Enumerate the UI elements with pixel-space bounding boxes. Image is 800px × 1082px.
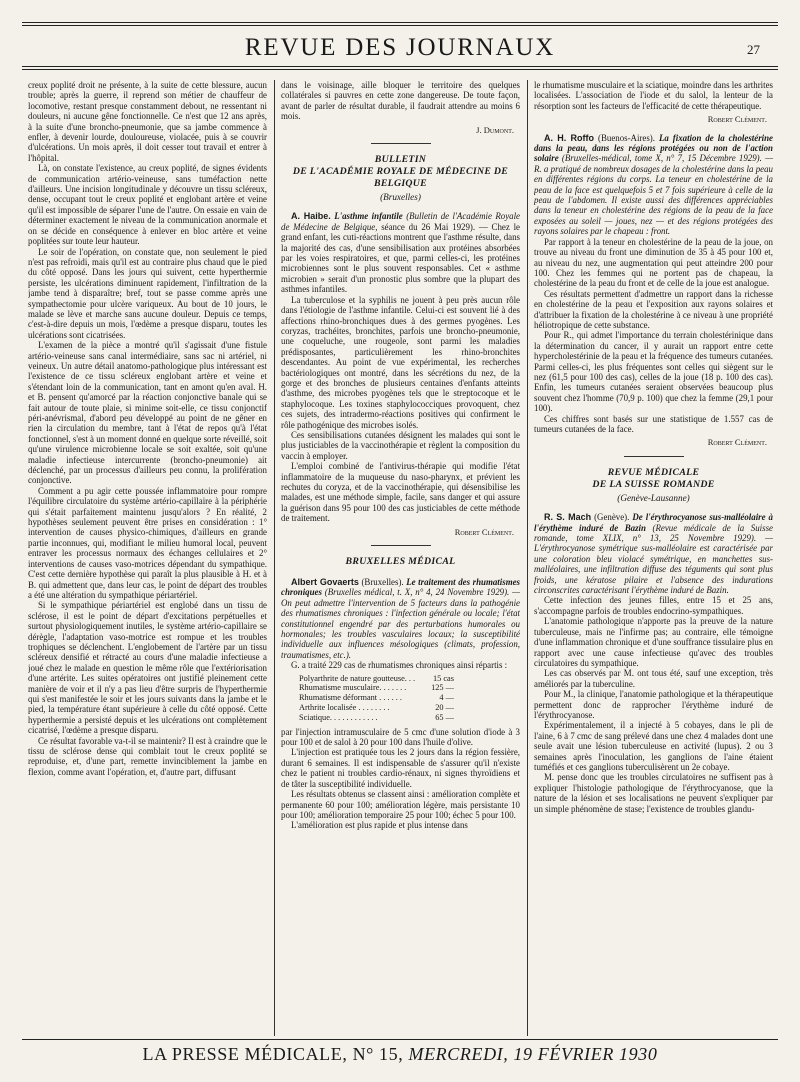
- paragraph: par l'injection intramusculaire de 5 cmc d'une solution d'iode à 3 pour 100 et de salol à 20 pour 100 dans l'huile d'olive.: [281, 726, 520, 748]
- article-text: séance du 26 Mai 1929). — Chez le grand enfant, les cuti-réactions montrent que l'asthme résulte, dans la majorité des cas, d'une sensibilisation aux protéines absorbées par les voies respiratoires, et que, parmi celles-ci, les protéines microbiennes sont le plus souvent responsables. Cet « asthme microbien » serait d'un pronostic plus sombre que la plupart des asthmes infantiles.: [281, 221, 520, 295]
- article-author: A. H. Roffo: [544, 132, 595, 143]
- paragraph: Expérimentalement, il a injecté à 5 cobayes, dans le pli de l'aine, 6 à 7 cmc de sang prélevé dans une chez 4 malades dont une seule avait une lésion tuberculeuse en activité (lupus). 2 ou 3 semaines après l'inoculation, les ganglions de l'aine étaient tuméfiés et ces ganglions tuberculisèrent un 2e cobaye.: [534, 720, 773, 772]
- paragraph: Là, on constate l'existence, au creux poplité, de signes évidents de communication artério-veineuse, sans tuméfaction nette d'ailleurs. Une incision longitudinale y découvre un tissu scléreux, dense, occupant tout le creux poplité et englobant artère et veine qu'il est impossible de séparer l'une de l'autre. On essaie en vain de déterminer exactement le niveau de la communication anormale et on se décide en conséquence à enlever en bloc artère et veine poplitées sur toute leur hauteur.: [28, 163, 267, 247]
- paragraph: Comment a pu agir cette poussée inflammatoire pour rompre l'équilibre circulatoire du système artério-capillaire à la périphérie qui s'était parfaitement maintenu jusqu'alors ? En réalité, 2 hypothèses seulement peuvent être prises en considération : 1° intervention de causes physico-chimiques, d'ailleurs en grande partie inconnues, qui, modifiant le milieu humoral local, peuvent entraver les processus normaux des échanges cellulaires et 2° interventions de causes vaso-motrices dépendant du sympathique. C'est cette dernière hypothèse qui paraît la plus plausible à H. et à B. qui admettent que, dans leur cas, le point de départ des troubles a été une altération du sympathique périartériel.: [28, 485, 267, 600]
- section-title-revue-medicale: REVUE MÉDICALE: [607, 466, 700, 478]
- cases-table: [299, 674, 458, 723]
- paragraph: Cette infection des jeunes filles, entre 15 et 25 ans, s'accompagne parfois de troubles endocrino-sympathiques.: [534, 595, 773, 616]
- paragraph: L'emploi combiné de l'antivirus-thérapie qui modifie l'état inflammatoire de la muqueuse du naso-pharynx, et prévient les rechutes du coryza, et de la vaccinothérapie, qui désensibilise les malades, est une méthode simple, facile, sans danger et qui assure la guérison dans 95 pour 100 des cas justiciables de cette méthode de traitement.: [281, 461, 520, 524]
- section-city: (Genève-Lausanne): [617, 492, 690, 503]
- paragraph: La tuberculose et la syphilis ne jouent à peu près aucun rôle dans l'étiologie de l'asthme infantile. Celui-ci est souvent lié à des affections rhino-bronchiques dues à des germes pyogènes. Les coryzas, trachéites, bronchites, parfois une broncho-pneumonie, une coqueluche, une rougeole, sont parmi les maladies prédisposantes, particulièrement les rhino-bronchites descendantes. Au point de vue expérimental, les recherches bactériologiques ont montré, dans les sécrétions du nez, de la gorge et des bronches de plusieurs centaines d'enfants atteints d'asthme, des microbes pyogènes tels que le streptocoque et le staphylocoque. Les toxines staphylococciques provoquent, chez ces sujets, des intradermo-réactions positives qui confirment le rôle pathogénique des microbes isolés.: [281, 294, 520, 430]
- paragraph: Ces chiffres sont basés sur une statistique de 1.557 cas de tumeurs cutanées de la face.: [534, 413, 773, 434]
- paragraph: dans le voisinage, aille bloquer le territoire des quelques collatérales si pauvres en cette zone dangereuse. De toute façon, avant de parler de résultat durable, il faudrait attendre au moins 6 mois.: [281, 80, 520, 122]
- table-row: [299, 713, 458, 723]
- article-mach: [534, 512, 773, 595]
- article-title: L'asthme infantile: [334, 211, 403, 222]
- footer-journal: LA PRESSE MÉDICALE, N° 15,: [142, 1044, 404, 1064]
- table-cell-label: Polyarthrite de nature goutteuse. . .: [299, 673, 416, 683]
- running-header-title: REVUE DES JOURNAUX: [244, 34, 556, 61]
- article-city: (Genève).: [591, 512, 633, 523]
- header-rule-top-2: [22, 25, 778, 26]
- article-title: La fixation de la cholestérine dans la peau, dans les régions protégées ou non de l'action solaire: [534, 132, 773, 164]
- article-city: (Bruxelles).: [358, 577, 407, 588]
- paragraph: G. a traité 229 cas de rhumatismes chroniques ainsi répartis :: [291, 660, 508, 671]
- signature: J. Dumont.: [476, 124, 514, 135]
- article-haibe: [281, 211, 520, 294]
- header-rule-top: [22, 22, 778, 23]
- article-author: Albert Govaerts: [291, 577, 359, 588]
- paragraph: creux poplité droit ne présente, à la suite de cette blessure, aucun trouble; après la guerre, il reprend son métier de chauffeur de locomotive, restant presque constamment debout, ne ressentant ni douleurs, ni aucune gêne fonctionnelle. Ce n'est que 12 ans après, à la suite d'une broncho-pneumonie, que sa jambe commence à enfler, à devenir lourde, douloureuse, violacée, puis à se couvrir d'ulcérations. Un mois après, il doit cesser tout travail et entrer à l'hôpital.: [28, 80, 267, 163]
- paragraph: L'amélioration est plus rapide et plus intense dans: [291, 820, 468, 831]
- article-govaerts: [281, 577, 520, 660]
- article-reference: (Bruxelles-médical, tome X, n° 7, 15 Décembre 1929). — R. a pratiqué de nombreux dosages de la cholestérine dans la peau en différentes régions du corps. La teneur en cholestérine de la peau de la face est quelquefois 5 et 7 fois supérieure à celle de la peau de l'abdomen. Il existe aussi des différences appréciables dans la teneur en cholestérine des régions de la peau de la face exposées au soleil — joues, nez — et des régions protégées des rayons solaires par le chapeau : front.: [534, 153, 773, 237]
- table-row: [299, 683, 458, 693]
- paragraph: Le soir de l'opération, on constate que, non seulement le pied n'est pas refroidi, mais qu'il est au contraire plus chaud que le pied du côté opposé. Dans les jours qui suivent, cette hyperthermie persiste, les ulcérations diminuent rapidement, l'infiltration de la jambe tend à disparaître; bref, tout se passe comme après une sympathectomie pour ulcère variqueux. Au bout de 10 jours, le malade se lève et marche sans aucune douleur. Depuis ce temps, c'est-à-dire depuis un mois, l'œdème a presque disparu, toutes les ulcérations sont cicatrisées.: [28, 246, 267, 340]
- table-cell-value: 20 —: [435, 703, 454, 713]
- paragraph: Si le sympathique périartériel est englobé dans un tissu de sclérose, il est le point de départ d'excitations perpétuelles et surtout physiologiquement inutiles, le système artério-capillaire se dérègle, l'adaptation vaso-motrice est rompue et les troubles trophiques se déclenchent. L'englobement de l'artère par un tissu scléreux densifié et rétracté au cours d'une maladie infectieuse a joué chez le malade en question le même rôle que l'extériorisation d'une artérite. Les suites opératoires ont justifié pleinement cette manière de voir et il n'y a pas lieu d'être surpris de l'hyperthermie qui s'est manifestée le soir et les jours suivants dans la jambe et le pied, la température étant supérieure à celle du côté opposé. Cette hyperthermie a persisté depuis et les ulcérations ont complètement cicatrisé, l'œdème a presque disparu.: [28, 600, 267, 736]
- footer-rule: [22, 1039, 778, 1040]
- paragraph: Les cas observés par M. ont tous été, sauf une exception, très améliorés par la tuberculine.: [534, 668, 773, 689]
- article-author: R. S. Mach: [544, 512, 592, 523]
- signature: Robert Clément.: [707, 437, 767, 448]
- article-title: De l'érythrocyanose sus-malléolaire à l'érythème induré de Bazin: [534, 512, 773, 533]
- table-cell-label: Rhumatisme déformant . . . . . .: [299, 693, 403, 703]
- paragraph: M. pense donc que les troubles circulatoires ne suffisent pas à expliquer l'histologie pathologique de l'érythrocyanose, que la nature de la lésion et ses localisations ne peuvent s'expliquer par un simple phénomène de stase; l'existence de troubles glandu-: [534, 772, 773, 814]
- article-reference: (Bulletin de l'Académie Royale de Médecine de Belgique,: [281, 211, 520, 232]
- table-row: [299, 674, 458, 684]
- paragraph: Par rapport à la teneur en cholestérine de la peau de la joue, on trouve au niveau du front une diminution de 35 à 45 pour 100 et, au niveau du nez, une augmentation qui peut atteindre 200 pour 100. Chez les femmes qui ne portent pas de chapeau, la cholestérine de la peau du front et de celle de la joue est analogue.: [534, 236, 773, 289]
- section-city: (Bruxelles): [380, 192, 421, 203]
- paragraph: L'injection est pratiquée tous les 2 jours dans la région fessière, durant 6 semaines. Il est indispensable de s'assurer qu'il n'existe chez le patient ni troubles cardio-rénaux, ni signes thyroïdiens et de tâter la susceptibilité individuelle.: [281, 747, 520, 789]
- table-cell-label: Arthrite localisée . . . . . . . .: [299, 703, 390, 713]
- table-row: [299, 693, 458, 703]
- paragraph: Ces sensibilisations cutanées désignent les malades qui sont le plus justiciables de la vaccinothérapie et règlent la composition du vaccin à employer.: [281, 429, 520, 461]
- paragraph: L'examen de la pièce a montré qu'il s'agissait d'une fistule artério-veineuse sans canal intermédiaire, sans sac ni artériel, ni veineux. Un autre détail anatomo-pathologique plus intéressant est l'existence de ce tissu scléreux englobant artère et veine et s'étendant loin de la communication, tant en amont qu'en aval. H. et B. pensent qu'amorcé par la réaction conjonctive banale qui se fait autour de toute plaie, si minime soit-elle, ce tissu conjonctif péri-anévrismal, d'abord peu développé au point de ne gêner en rien la circulation du membre, tant à l'état de repos qu'à l'état fonctionnel, s'est à un moment donné en quelque sorte réveillé, soit qu'une virulence microbienne locale se soit exaltée, soit qu'une maladie infectieuse intercurrente (broncho-pneumonie) ait déclenché, par un processus d'ailleurs peu connu, la prolifération conjonctive.: [28, 340, 267, 486]
- paragraph: Pour R., qui admet l'importance du terrain cholestérinique dans la détermination du cancer, il y aurait un rapport entre cette hypercholestérinie de la peau et la fréquence des tumeurs cutanées. Parmi celles-ci, les plus fréquentes sont celles qui siègent sur le nez (61,5 pour 100 des cas), celles de la joue (18 p. 100 des cas). Enfin, les tumeurs cutanées seraient observées beaucoup plus souvent chez l'homme (70,9 p. 100) que chez la femme (29,1 pour 100).: [534, 330, 773, 414]
- header-rule-bottom: [22, 66, 778, 67]
- section-title-suisse-romande: DE LA SUISSE ROMANDE: [592, 478, 715, 490]
- article-reference: (Bruxelles médical, t. X, n° 4, 24 Novembre 1929). — On peut admettre l'intervention de 5 facteurs dans la pathogénie des rhumatismes chroniques : l'infection générale ou locale; l'état constitutionnel engendré par des perturbations humorales ou hormonales; les troubles vasculaires locaux; la susceptibilité individuelle aux influences mésologiques (climats, profession, traumatismes, etc.).: [281, 587, 520, 660]
- signature: Robert Clément.: [707, 114, 767, 125]
- table-cell-label: Rhumatisme musculaire. . . . . . .: [299, 683, 407, 693]
- section-divider: [624, 456, 684, 457]
- paragraph: Les résultats obtenus se classent ainsi : amélioration complète et permanente 60 pour 100; amélioration légère, mais persistante 10 pour 100; amélioration temporaire 25 pour 100; échec 5 pour 100.: [281, 789, 520, 820]
- column-2: [281, 80, 520, 1036]
- table-cell-value: 4 —: [439, 693, 454, 703]
- column-separator-2: [527, 80, 528, 1036]
- paragraph: L'anatomie pathologique n'apporte pas la preuve de la nature tuberculeuse, mais ne l'infirme pas; au contraire, elle témoigne d'une inflammation chronique et d'une souffrance tissulaire plus en rapport avec une cause infectieuse qu'avec des troubles circulatoires du sympathique.: [534, 616, 773, 668]
- section-divider: [371, 545, 431, 546]
- paragraph: Ces résultats permettent d'admettre un rapport dans la richesse en cholestérine de la peau et l'exposition aux rayons solaires et d'attribuer la fixation de la cholestérine à ce niveau à une propriété héliotropique de cette substance.: [534, 288, 773, 330]
- column-3: [534, 80, 773, 1036]
- paragraph: Ce résultat favorable va-t-il se maintenir? Il est à craindre que le tissu de sclérose dense qui comblait tout le creux poplité se reproduise, et, d'une part, remette invinciblement la jambe en flexion, comme avant l'opération, et, d'autre part, diffusant: [28, 735, 267, 777]
- table-cell-value: 125 —: [431, 683, 454, 693]
- section-title-bruxelles-medical: BRUXELLES MÉDICAL: [345, 556, 456, 568]
- table-cell-value: 15 cas: [432, 673, 454, 683]
- section-title-bulletin: BULLETIN: [374, 154, 427, 166]
- article-title: Le traitement des rhumatismes chroniques: [281, 577, 520, 598]
- article-roffo: [534, 133, 773, 237]
- footer-date: MERCREDI, 19 FÉVRIER 1930: [408, 1044, 658, 1064]
- paragraph: Pour M., la clinique, l'anatomie pathologique et la thérapeutique permettent donc de rapprocher l'érythème induré de l'érythrocyanose.: [534, 689, 773, 720]
- table-row: [299, 703, 458, 713]
- column-1: [28, 80, 267, 1036]
- article-reference: (Revue médicale de la Suisse romande, tome XLIX, n° 13, 25 Novembre 1929). — L'érythrocyanose symétrique sus-malléolaire est caractérisée par une coloration bleu violacé symétrique, en manchettes sus-malléolaires, une infiltration diffuse des téguments qui sont plus froids, une kératose pilaire et l'absence des indurations circonscrites caractérisant l'érythème induré de Bazin.: [534, 522, 773, 596]
- page-number: 27: [747, 42, 760, 57]
- article-city: (Buenos-Aires).: [594, 132, 659, 143]
- section-divider: [371, 143, 431, 144]
- table-cell-value: 65 —: [435, 712, 454, 722]
- column-separator-1: [274, 80, 275, 1036]
- article-author: A. Haibe.: [291, 211, 331, 222]
- header-rule-bottom-2: [22, 69, 778, 70]
- paragraph: le rhumatisme musculaire et la sciatique, moindre dans les arthrites localisées. L'association de l'iode et du salol, la lenteur de la résorption sont les facteurs de l'efficacité de cette thérapeutique.: [534, 80, 773, 111]
- table-cell-label: Sciatique. . . . . . . . . . . .: [299, 712, 378, 722]
- section-title-academie: DE L'ACADÉMIE ROYALE DE MÉDECINE DE BELGIQUE: [292, 166, 509, 190]
- page-footer: [0, 1044, 800, 1065]
- signature: Robert Clément.: [454, 526, 514, 537]
